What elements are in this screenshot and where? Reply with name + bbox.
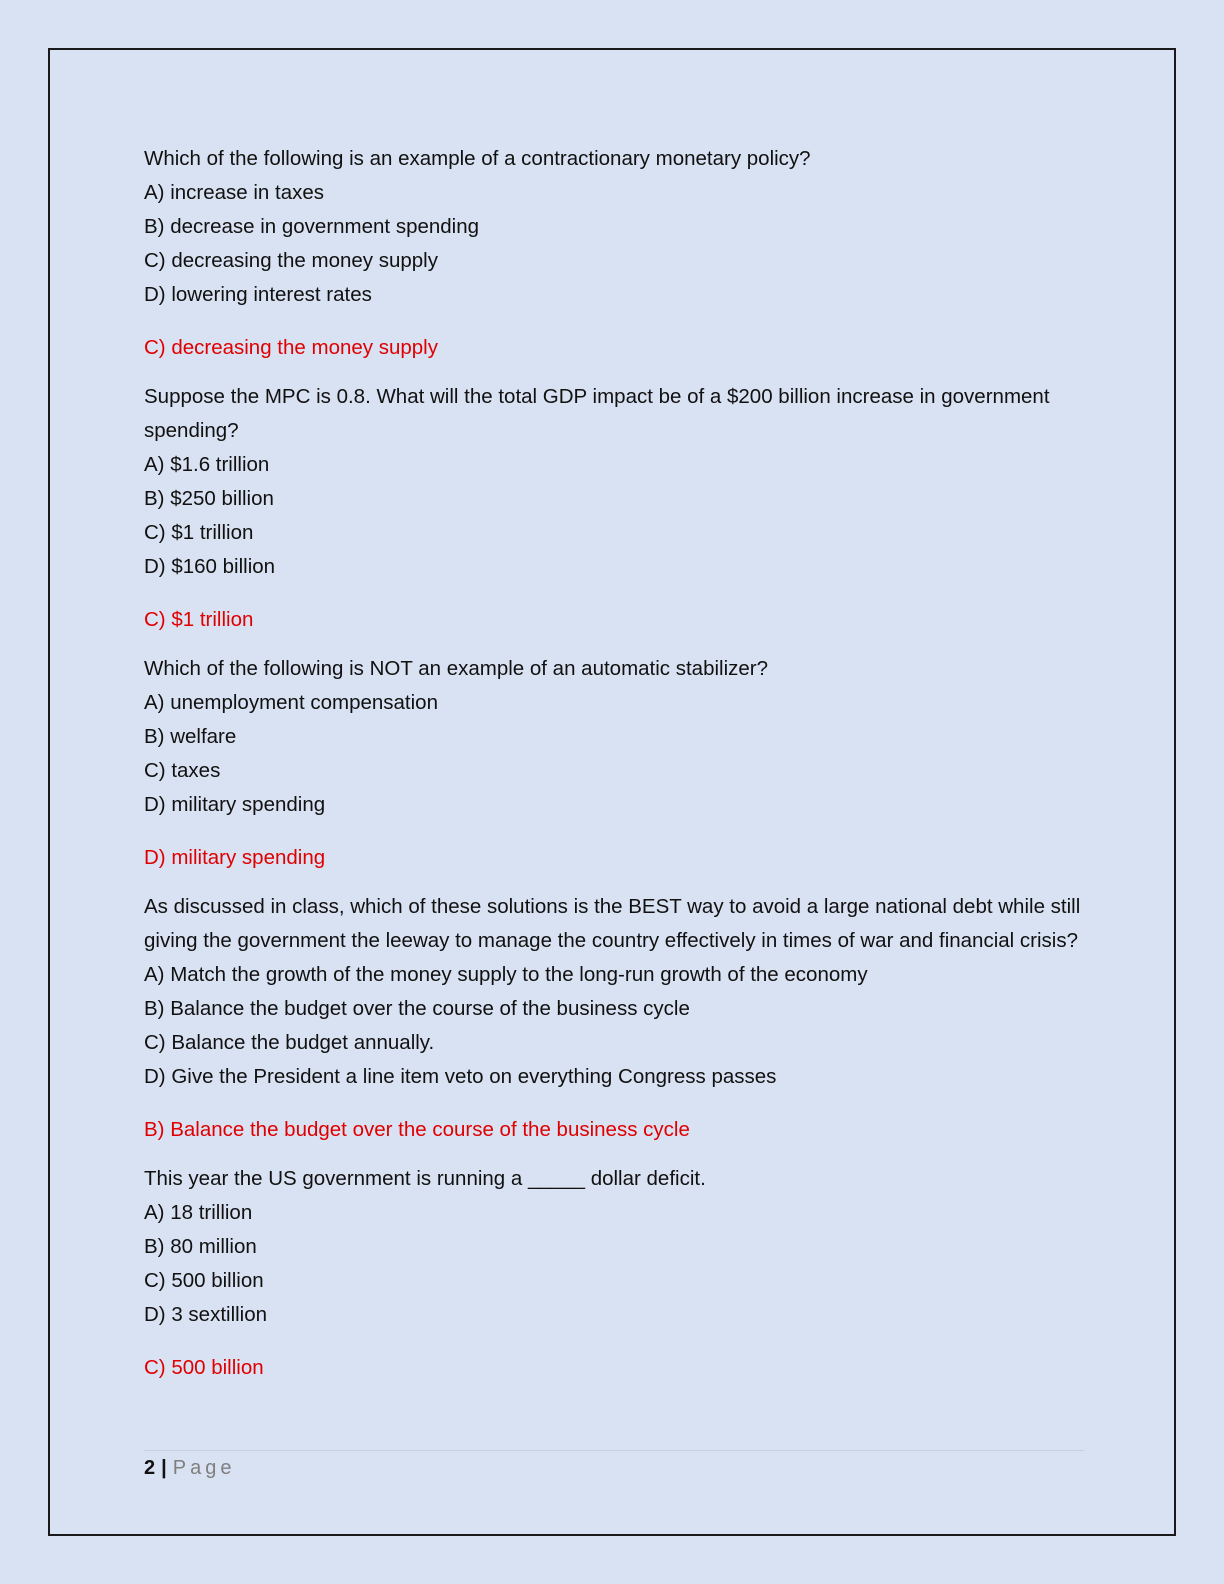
question-1 bbox=[144, 142, 1084, 312]
option-c: C) decreasing the money supply bbox=[144, 249, 438, 272]
question-3 bbox=[144, 652, 1084, 822]
option-a: A) 18 trillion bbox=[144, 1201, 253, 1224]
answer-5: C) 500 billion bbox=[144, 1356, 264, 1379]
footer-separator: | bbox=[161, 1457, 167, 1479]
answer-2: C) $1 trillion bbox=[144, 608, 254, 631]
option-b: B) decrease in government spending bbox=[144, 215, 480, 238]
option-c: C) taxes bbox=[144, 759, 221, 782]
answer-1: C) decreasing the money supply bbox=[144, 336, 438, 359]
question-text: Suppose the MPC is 0.8. What will the total GDP impact be of a $200 billion increase in government spending? bbox=[144, 385, 1050, 442]
question-2 bbox=[144, 380, 1084, 584]
option-b: B) $250 billion bbox=[144, 487, 274, 510]
page-label: Page bbox=[172, 1457, 236, 1479]
question-5 bbox=[144, 1162, 1084, 1332]
option-b: B) welfare bbox=[144, 725, 237, 748]
footer-divider bbox=[144, 1450, 1084, 1451]
option-c: C) Balance the budget annually. bbox=[144, 1031, 435, 1054]
option-c: C) $1 trillion bbox=[144, 521, 254, 544]
option-d: D) military spending bbox=[144, 793, 326, 816]
option-c: C) 500 billion bbox=[144, 1269, 264, 1292]
document-body bbox=[144, 142, 1084, 1400]
option-d: D) Give the President a line item veto on everything Congress passes bbox=[144, 1065, 777, 1088]
page-footer bbox=[144, 1454, 235, 1482]
answer-3: D) military spending bbox=[144, 846, 326, 869]
question-text: This year the US government is running a _____ dollar deficit. bbox=[144, 1167, 706, 1190]
option-d: D) 3 sextillion bbox=[144, 1303, 268, 1326]
answer-4: B) Balance the budget over the course of the business cycle bbox=[144, 1118, 690, 1141]
page-number: 2 bbox=[144, 1457, 156, 1479]
option-b: B) 80 million bbox=[144, 1235, 257, 1258]
question-text: Which of the following is an example of a contractionary monetary policy? bbox=[144, 147, 811, 170]
option-a: A) Match the growth of the money supply to the long-run growth of the economy bbox=[144, 963, 868, 986]
question-text: Which of the following is NOT an example of an automatic stabilizer? bbox=[144, 657, 769, 680]
question-text: As discussed in class, which of these solutions is the BEST way to avoid a large national debt while still giving the government the leeway to manage the country effectively in times of war and financial crisis? bbox=[144, 895, 1081, 952]
option-a: A) $1.6 trillion bbox=[144, 453, 270, 476]
option-b: B) Balance the budget over the course of the business cycle bbox=[144, 997, 690, 1020]
option-d: D) lowering interest rates bbox=[144, 283, 372, 306]
option-d: D) $160 billion bbox=[144, 555, 276, 578]
option-a: A) increase in taxes bbox=[144, 181, 325, 204]
option-a: A) unemployment compensation bbox=[144, 691, 438, 714]
question-4 bbox=[144, 890, 1084, 1094]
